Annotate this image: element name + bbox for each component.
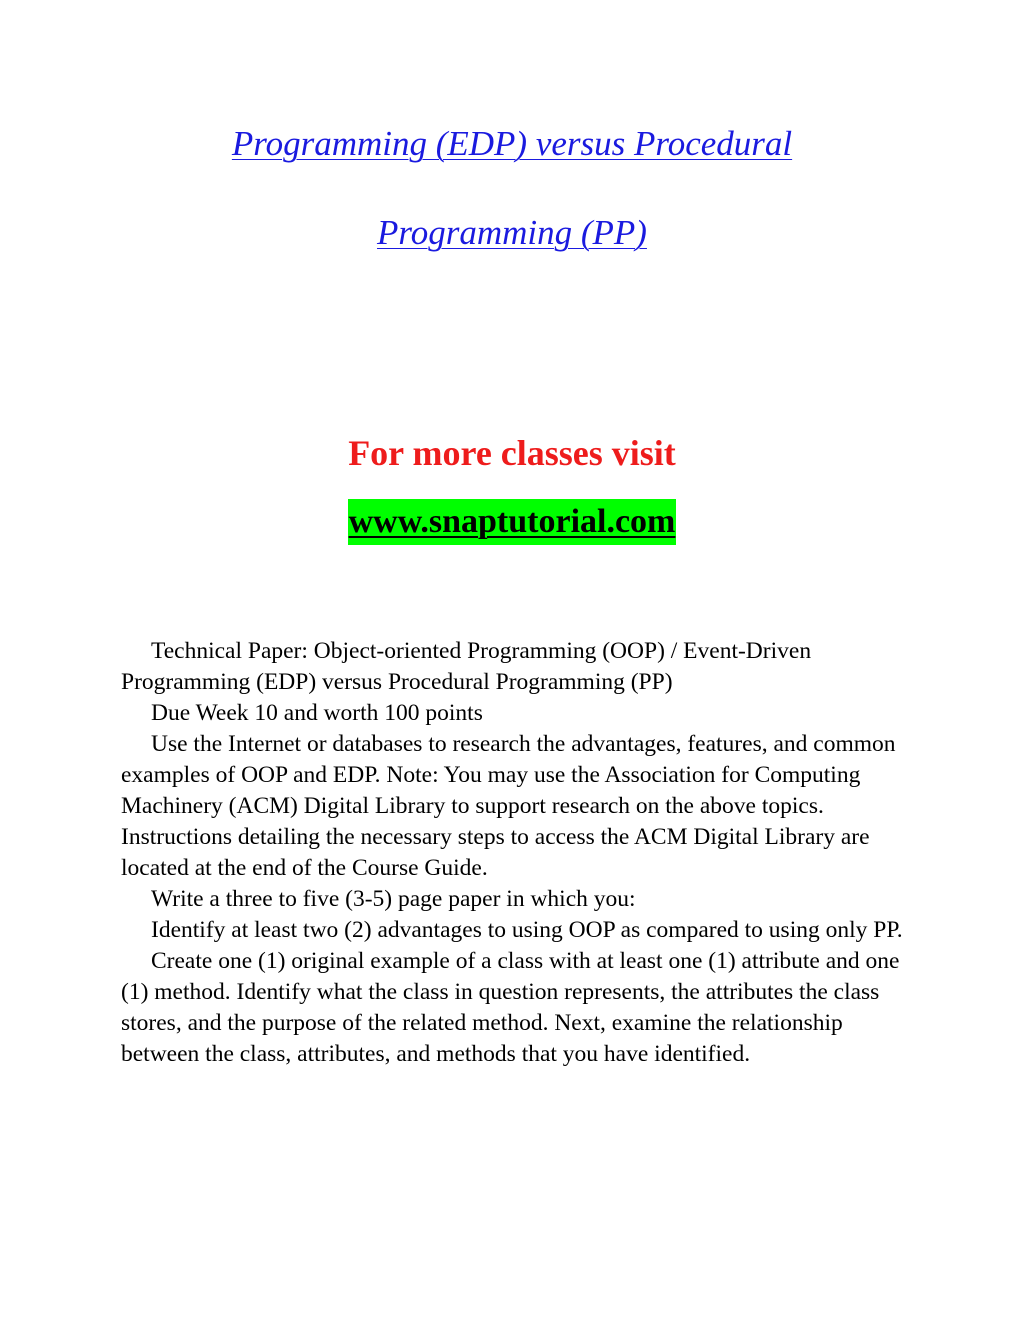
paragraph-research: Use the Internet or databases to research the advantages, features, and common examples of OOP and EDP. Note: You may use the Association for Computing Machinery (ACM) Digital Library to support research on the above topics. Instructions detailing the necessary steps to access the ACM Digital Library are located at the end of the Course Guide. xyxy=(121,731,896,881)
assignment-body xyxy=(121,636,911,1070)
title-line-2 xyxy=(0,213,1024,253)
paragraph-identify: Identify at least two (2) advantages to using OOP as compared to using only PP. xyxy=(151,917,903,943)
title-link-2[interactable]: Programming (PP) xyxy=(377,213,647,252)
promo-website-link[interactable]: www.snaptutorial.com xyxy=(348,499,677,545)
paragraph-title: Technical Paper: Object-oriented Programming (OOP) / Event-Driven Programming (EDP) versus Procedural Programming (PP) xyxy=(121,638,812,695)
promo-link-container xyxy=(0,499,1024,545)
paragraph-due-date: Due Week 10 and worth 100 points xyxy=(151,700,483,726)
paragraph-write: Write a three to five (3-5) page paper in which you: xyxy=(151,886,636,912)
title-link-1[interactable]: Programming (EDP) versus Procedural xyxy=(231,124,793,163)
promo-heading: For more classes visit xyxy=(348,433,676,473)
title-line-1 xyxy=(0,124,1024,164)
paragraph-create: Create one (1) original example of a class with at least one (1) attribute and one (1) method. Identify what the class in question represents, the attributes the class stores, and the purpose of the related method. Next, examine the relationship between the class, attributes, and methods that you have identified. xyxy=(121,948,900,1067)
